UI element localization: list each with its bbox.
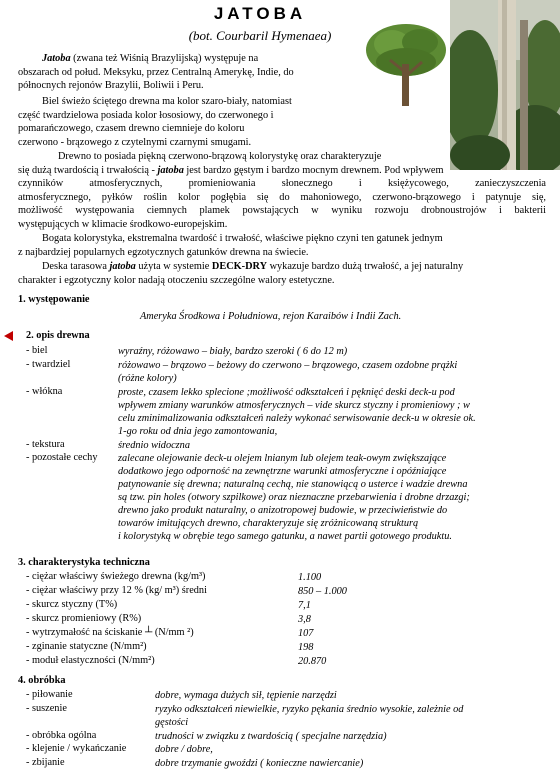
- spec-label: - skurcz promieniowy (R%): [26, 613, 142, 624]
- processing-value: ryzyko odkształceń niewielkie, ryzyko pękania średnio wysokie, zależnie od: [155, 704, 464, 715]
- processing-label: - piłowanie: [26, 689, 73, 700]
- spec-label: - ciężar właściwy przy 12 % (kg/ m³) średni: [26, 585, 207, 596]
- fibers-value-3: celu zminimalizowania odkształceń należy wykonać serwisowanie deck-u w okresie ok.: [118, 413, 476, 424]
- processing-value: gęstości: [155, 717, 189, 728]
- spec-label: - wytrzymałość na ściskanie ┴ (N/mm ²): [26, 627, 194, 638]
- other-features-label: - pozostałe cechy: [26, 452, 98, 463]
- spec-label: - skurcz styczny (T%): [26, 599, 118, 610]
- heartwood-value-1: różowawo – brązowo – beżowy do czerwono – brązowego, czasem ozdobne prążki: [118, 360, 458, 371]
- heartwood-label: - twardziel: [26, 359, 71, 370]
- section-2-heading: 2. opis drewna: [26, 330, 90, 341]
- spec-value: 107: [298, 628, 314, 639]
- intro-paragraph-1: Jatoba (zwana też Wiśnią Brazylijską) występuje na obszarach od połud. Meksyku, przez Centralną Amerykę, Indie, do północnych rejonów Brazylii, Boliwii i Peru.: [18, 53, 294, 92]
- texture-label: - tekstura: [26, 439, 65, 450]
- fibers-value-4: 1-go roku od dnia jego zamontowania,: [118, 426, 278, 437]
- fibers-value-2: wpływem zmiany warunków atmosferycznych – vide skurcz styczny i promieniowy ; w: [118, 400, 470, 411]
- intro-paragraph-3: Drewno to posiada piękną czerwono-brązową kolorystykę oraz charakteryzuje się dużą twardością i trwałością - jatoba jest bardzo gęstym i bardzo mocnym drewnem. Pod wpływem czynników atmosferycznych, promieniowania słonecznego i księżycowego, zanieczyszczenia atmosferycznego, pyłków roślin kolor pogłębia się do mahoniowego, czerwono-brązowego i patynuje się, możliwość występowania ciemnych plamek powstających w wyniku rozwoju drobnoustrojów i bakterii występujących w klimacie środkowo-europejskim.: [18, 151, 546, 230]
- spec-value: 3,8: [298, 614, 311, 625]
- processing-value: dobre, wymaga dużych sił, tępienie narzędzi: [155, 690, 337, 701]
- spec-label: - ciężar właściwy świeżego drewna (kg/m³): [26, 571, 206, 582]
- other-features-7: i kolorystyką w obrębie tego samego gatunku, a nawet partii gotowego produktu.: [118, 531, 452, 542]
- other-features-3: patynowanie się drewna; naturalną cechą, nie stanowiącą o usterce i wadzie drewna: [118, 479, 468, 490]
- spec-value: 20.870: [298, 656, 327, 667]
- other-features-6: towarów imitujących drewno, charakteryzuje się zróżnicowaną strukturą: [118, 518, 419, 529]
- fibers-value-1: proste, czasem lekko splecione ;możliwość odkształceń i pęknięć deski deck-u pod: [118, 387, 455, 398]
- processing-value: trudności w związku z twardością ( specjalne narzędzia): [155, 731, 387, 742]
- processing-value: dobre / dobre,: [155, 744, 213, 755]
- spec-label: - moduł elastyczności (N/mm²): [26, 655, 155, 666]
- spec-value: 1.100: [298, 572, 322, 583]
- processing-value: dobre trzymanie gwoździ ( konieczne nawiercanie): [155, 758, 364, 769]
- marker-arrow-icon: [4, 331, 13, 341]
- texture-value: średnio widoczna: [118, 440, 190, 451]
- section-1-heading: 1. występowanie: [18, 294, 90, 305]
- section-3-heading: 3. charakterystyka techniczna: [18, 557, 150, 568]
- sapwood-label: - biel: [26, 345, 48, 356]
- occurrence-text: Ameryka Środkowa i Południowa, rejon Karaibów i Indii Zach.: [140, 311, 402, 322]
- spec-label: - zginanie statyczne (N/mm²): [26, 641, 147, 652]
- processing-label: - klejenie / wykańczanie: [26, 743, 127, 754]
- fibers-label: - włókna: [26, 386, 63, 397]
- spec-value: 7,1: [298, 600, 311, 611]
- page-subtitle: (bot. Courbaril Hymenaea): [188, 28, 332, 43]
- jatoba-photo: [450, 0, 560, 170]
- spec-value: 850 – 1.000: [298, 586, 347, 597]
- page-title: JATOBA: [213, 4, 307, 23]
- sapwood-value: wyraźny, różowawo – biały, bardzo szeroki ( 6 do 12 m): [118, 346, 348, 357]
- section-4-heading: 4. obróbka: [18, 675, 66, 686]
- processing-label: - obróbka ogólna: [26, 730, 97, 741]
- other-features-2: dodatkowo jego odporność na zewnętrzne warunki atmosferyczne i opóźniające: [118, 466, 447, 477]
- spec-value: 198: [298, 642, 314, 653]
- intro-paragraph-2: Biel świeżo ściętego drewna ma kolor szaro-biały, natomiast część twardzielowa posiada kolor łososiowy, do czerwonego i pomarańczowego, czasem drewno ciemnieje do koloru czerwono - brązowego z czytelnymi czarnymi smugami.: [18, 96, 292, 148]
- other-features-5: drewno jako produkt naturalny, o anizotropowej budowie, w przeciwieństwie do: [118, 505, 448, 516]
- intro-paragraph-5: Deska tarasowa jatoba użyta w systemie DECK-DRY wykazuje bardzo dużą trwałość, a jej naturalny charakter i egzotyczny kolor nadają otoczeniu szczególne walory estetyczne.: [18, 261, 464, 286]
- tree-illustration: [362, 20, 450, 112]
- processing-label: - zbijanie: [26, 757, 65, 768]
- heartwood-value-2: (różne kolory): [118, 373, 177, 384]
- other-features-1: zalecane olejowanie deck-u olejem lnianym lub olejem teak-owym zwiększające: [118, 453, 447, 464]
- processing-label: - suszenie: [26, 703, 67, 714]
- intro-paragraph-4: Bogata kolorystyka, ekstremalna twardość i trwałość, właściwe piękno czyni ten gatunek jednym z najbardziej popularnych egzotycznych gatunków drewna na świecie.: [18, 233, 443, 258]
- other-features-4: są tzw. pin holes (otwory szpilkowe) oraz nieznaczne przebarwienia i drobne drzazgi;: [118, 492, 470, 503]
